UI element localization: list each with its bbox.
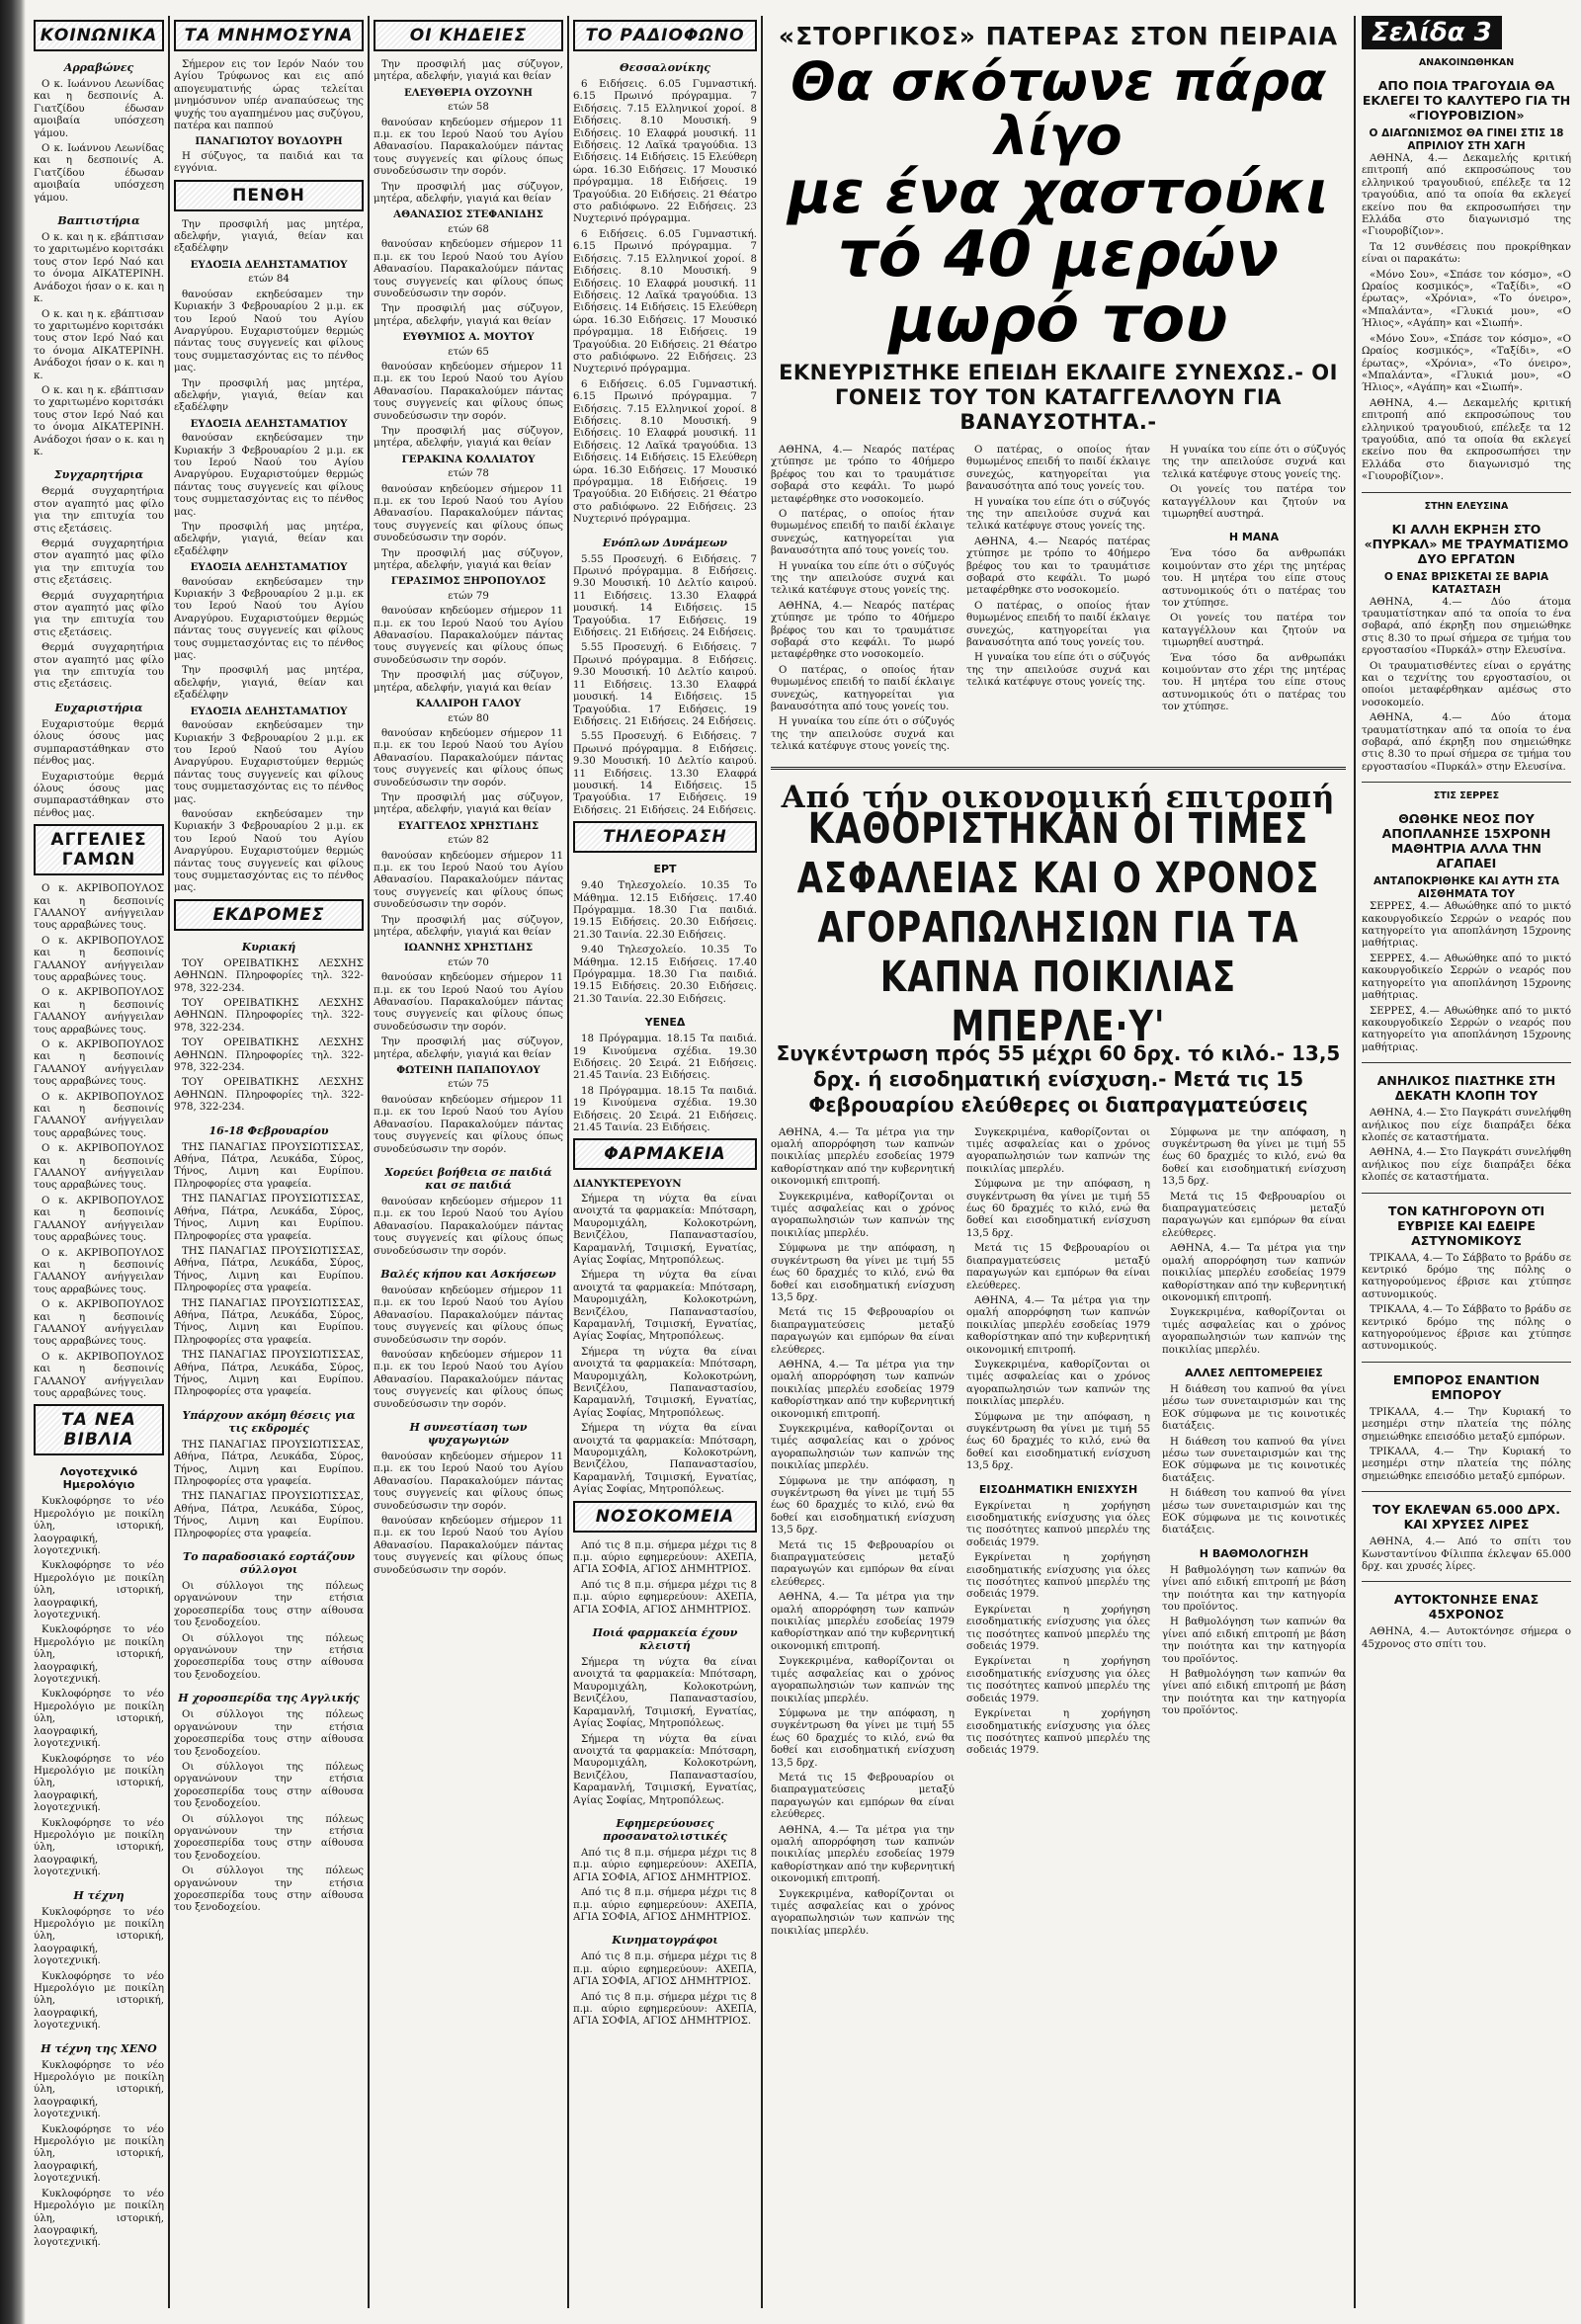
- text-baptisms: Ο κ. και η κ. εβάπτισαν το χαριτωμένο κοριτσάκι τους στον Ιερό Ναό και το όνομα ΑΙΚΑΤΕΡΙΝΗ. Ανάδοχοι ήσαν ο κ. και η κ.: [34, 232, 164, 305]
- story-paragraph: Σύμφωνα με την απόφαση, η συγκέντρωση θα γίνει με τιμή 55 έως 60 δραχμές το κιλό, ενώ θα δοθεί και εισοδηματική ενίσχυση 13,5 δρχ.: [966, 1179, 1150, 1239]
- merchant-headline: ΕΜΠΟΡΟΣ ΕΝΑΝΤΙΟΝ ΕΜΠΟΡΟΥ: [1392, 1371, 1540, 1402]
- text-filler: Οι σύλλογοι της πόλεως οργανώνουν την ετήσια χοροεσπερίδα τους στην αίθουσα του ξενοδοχείου.: [174, 1761, 364, 1810]
- funeral-name-5: ΓΕΡΑΣΙΜΟΣ ΞΗΡΟΠΟΥΛΟΣ: [390, 575, 546, 588]
- story-paragraph: ΣΕΡΡΕΣ, 4.— Αθωώθηκε από το μικτό κακουργοδικείο Σερρών ο νεαρός που κατηγορείτο για αποπλάνηση 15χρονης μαθήτριας.: [1362, 901, 1571, 950]
- column-rule: [368, 16, 370, 2308]
- story-paragraph: ΤΡΙΚΑΛΑ, 4.— Την Κυριακή το μεσημέρι στην πλατεία της πόλης σημειώθηκε επεισόδιο μεταξύ εμπόρων.: [1362, 1406, 1571, 1443]
- text-funeral-body: θανούσαν κηδεύομεν σήμερον 11 π.μ. εκ του Ιερού Ναού του Αγίου Αθανασίου. Παρακαλούμεν πάντας τους συγγενείς και φίλους όπως συνοδεύσωσιν την σορόν.: [374, 117, 563, 178]
- subhead-xeno: Η τέχνη της ΧΕΝΟ: [41, 2041, 157, 2055]
- text-filler: ΤΗΣ ΠΑΝΑΓΙΑΣ ΠΡΟΥΣΙΩΤΙΣΣΑΣ, Αθήνα, Πάτρα, Λευκάδα, Σύρος, Τήνος, Λιμνη και Ευρίπου. Πληροφορίες στα γραφεία.: [174, 1491, 364, 1539]
- text-filler: Την προσφιλή μας σύζυγον, μητέρα, αδελφήν, γιαγιά και θείαν: [374, 303, 563, 327]
- subhead-closed-pharmacies: Ποιά φαρμακεία έχουν κλειστή: [592, 1626, 738, 1653]
- text-filler: Ο κ. ΑΚΡΙΒΟΠΟΥΛΟΣ και η δεσποινίς ΓΑΛΑΝΟΥ ανήγγειλαν τους αρραβώνες τους.: [34, 1143, 164, 1192]
- label-announced: ΑΝΑΚΟΙΝΩΘΗΚΑΝ: [1418, 57, 1515, 68]
- text-filler: Ευχαριστούμε θερμά όλους όσους μας συμπαραστάθηκαν στο πένθος μας.: [34, 771, 164, 819]
- story-paragraph: Εγκρίνεται η χορήγηση εισοδηματικής ενίσχυσης για όλες τις ποσότητες καπνού μπερλέυ της σοδειάς 1979.: [966, 1500, 1150, 1548]
- story-paragraph: ΑΘΗΝΑ, 4.— Νεαρός πατέρας χτύπησε με τρόπο το 40ήμερο βρέφος του και το τραυμάτισε σοβαρά στο κεφάλι. Το μωρό μεταφέρθηκε στο νοσοκομείο.: [771, 444, 955, 505]
- subhead-garden: Βαλές κήπου και Ασκήσεων: [380, 1267, 556, 1281]
- text-filler: Την προσφιλή μας σύζυγον, μητέρα, αδελφήν, γιαγιά και θείαν: [374, 914, 563, 938]
- main-headline-line-3: τό 40 μερών μωρό του: [837, 218, 1280, 357]
- text-filler: θανούσαν κηδεύομεν σήμερον 11 π.μ. εκ του Ιερού Ναού του Αγίου Αθανασίου. Παρακαλούμεν πάντας τους συγγενείς και φίλους όπως συνοδεύσωσιν την σορόν.: [374, 1285, 563, 1346]
- minor-theft-headline: ΑΝΗΛΙΚΟΣ ΠΙΑΣΤΗΚΕ ΣΤΗ ΔΕΚΑΤΗ ΚΛΟΠΗ ΤΟΥ: [1376, 1073, 1556, 1104]
- main-kicker: «ΣΤΟΡΓΙΚΟΣ» ΠΑΤΕΡΑΣ ΣΤΟΝ ΠΕΙΡΑΙΑ: [778, 22, 1339, 50]
- mourning-name: ΕΥΔΟΞΙΑ ΔΕΛΗΣΤΑΜΑΤΙΟΥ: [190, 561, 348, 574]
- text-memorial-family: Η σύζυγος, τα παιδιά και τα εγγόνια.: [174, 150, 364, 175]
- story-paragraph: Οι γονείς του πατέρα τον καταγγέλλουν και ζητούν να τιμωρηθεί αυστηρά.: [1162, 613, 1346, 649]
- story-paragraph: Ένα τόσο δα ανθρωπάκι κοιμούνταν στο χέρι της μητέρας του. Η μητέρα του είπε στους αστυνομικούς ότι ο πατέρας του τον χτύπησε.: [1162, 548, 1346, 609]
- text-dance: Οι σύλλογοι της πόλεως οργανώνουν την ετήσια χοροεσπερίδα τους στην αίθουσα του ξενοδοχείου.: [174, 1709, 364, 1758]
- story-paragraph: ΑΘΗΝΑ, 4.— Στο Παγκράτι συνελήφθη ανήλικος που είχε διαπράξει δέκα κλοπές σε καταστήματα.: [1362, 1108, 1571, 1143]
- text-filler: θανούσαν εκηδεύσαμεν την Κυριακήν 3 Φεβρουαρίου 2 μ.μ. εκ του Ιερού Ναού του Αγίου Αναργύρου. Ευχαριστούμεν θερμώς πάντας τους συγγενείς και φίλους τους συμμετασχόντας εις το πένθος μας.: [174, 720, 364, 805]
- text-filler: θανούσαν εκηδεύσαμεν την Κυριακήν 3 Φεβρουαρίου 2 μ.μ. εκ του Ιερού Ναού του Αγίου Αναργύρου. Ευχαριστούμεν θερμώς πάντας τους συγγενείς και φίλους τους συμμετασχόντας εις το πένθος μας.: [174, 808, 364, 894]
- story-paragraph: Σύμφωνα με την απόφαση, η συγκέντρωση θα γίνει με τιμή 55 έως 60 δραχμές το κιλό, ενώ θα δοθεί και εισοδηματική ενίσχυση 13,5 δρχ.: [966, 1411, 1150, 1472]
- story-paragraph: Ο πατέρας, ο οποίος ήταν θυμωμένος επειδή το παιδί έκλαιγε συνεχώς, κατηγορείται για βαναυσότητα από τους γονείς του.: [966, 444, 1150, 493]
- main-story-body: [771, 445, 1346, 757]
- section-header-funerals: ΟΙ ΚΗΔΕΙΕΣ: [374, 20, 563, 51]
- funeral-age-2: ετών 68: [448, 223, 489, 235]
- text-filler: θανούσαν κηδεύομεν σήμερον 11 π.μ. εκ του Ιερού Ναού του Αγίου Αθανασίου. Παρακαλούμεν πάντας τους συγγενείς και φίλους όπως συνοδεύσωσιν την σορόν.: [374, 239, 563, 299]
- subhead-mother: Η ΜΑΝΑ: [1228, 531, 1280, 544]
- story-paragraph: Η βαθμολόγηση των καπνών θα γίνει από ειδική επιτροπή με βάση την ποιότητα και την κατηγορία του προϊόντος.: [1162, 1617, 1346, 1665]
- text-filler: Την προσφιλή μας σύζυγον, μητέρα, αδελφήν, γιαγιά και θείαν: [374, 181, 563, 206]
- tobacco-col-2: [966, 1127, 1150, 1942]
- text-filler: Την προσφιλή μας μητέρα, αδελφήν, γιαγιά, θείαν και εξαδέλφην: [174, 377, 364, 414]
- story-paragraph: ΑΘΗΝΑ, 4.— Στο Παγκράτι συνελήφθη ανήλικος που είχε διαπράξει δέκα κλοπές σε καταστήματα.: [1362, 1147, 1571, 1184]
- section-header-weddings: ΑΓΓΕΛΙΕΣ ΓΑΜΩΝ: [34, 824, 164, 875]
- text-filler: Από τις 8 π.μ. σήμερα μέχρι τις 8 π.μ. αύριο εφημερεύουν: ΑΧΕΠΑ, ΑΓΙΑ ΣΟΦΙΑ, ΑΓΙΟΣ ΔΗΜΗΤΡΙΟΣ.: [573, 1951, 757, 1988]
- section-header-social: ΚΟΙΝΩΝΙΚΑ: [34, 20, 164, 51]
- subhead-cinemas: Κινηματογράφοι: [612, 1934, 718, 1948]
- text-filler: 5.55 Προσευχή. 6 Ειδήσεις. 7 Πρωινό πρόγραμμα. 8 Ειδήσεις. 9.30 Μουσική. 10 Δελτίο καιρού. 11 Ειδήσεις. 13.30 Ελαφρά μουσική. 14 Ειδήσεις. 15 Τραγούδια. 17 Ειδήσεις. 19 Ειδήσεις. 21 Ειδήσεις. 24 Ειδήσεις.: [573, 731, 757, 816]
- story-paragraph: ΣΕΡΡΕΣ, 4.— Αθωώθηκε από το μικτό κακουργοδικείο Σερρών ο νεαρός που κατηγορείτο για αποπλάνηση 15χρονης μαθήτριας.: [1362, 953, 1571, 1002]
- story-paragraph: ΑΘΗΝΑ, 4.— Δύο άτομα τραυματίστηκαν από τα οποία το ένα σοβαρά, από έκρηξη που σημειώθηκε στις 8.30 το πρωί σήμερα σε τμήμα του εργοστασίου «Πυρκάλ» στην Ελευσίνα.: [1362, 596, 1571, 657]
- text-filler: ΤΗΣ ΠΑΝΑΓΙΑΣ ΠΡΟΥΣΙΩΤΙΣΣΑΣ, Αθήνα, Πάτρα, Λευκάδα, Σύρος, Τήνος, Λιμνη και Ευρίπου. Πληροφορίες στα γραφεία.: [174, 1245, 364, 1294]
- text-filler: ΤΟΥ ΟΡΕΙΒΑΤΙΚΗΣ ΛΕΣΧΗΣ ΑΘΗΝΩΝ. Πληροφορίες τηλ. 322-978, 322-234.: [174, 998, 364, 1034]
- story-paragraph: Εγκρίνεται η χορήγηση εισοδηματικής ενίσχυσης για όλες τις ποσότητες καπνού μπερλέυ της σοδειάς 1979.: [966, 1604, 1150, 1653]
- subhead-seats: Υπάρχουν ακόμη θέσεις για τις εκδρομές: [182, 1408, 356, 1435]
- mourning-age: ετών 84: [248, 274, 290, 286]
- text-filler: θανούσαν κηδεύομεν σήμερον 11 π.μ. εκ του Ιερού Ναού του Αγίου Αθανασίου. Παρακαλούμεν πάντας τους συγγενείς και φίλους όπως συνοδεύσωσιν την σορόν.: [374, 972, 563, 1033]
- text-filler: 18 Πρόγραμμα. 18.15 Τα παιδιά. 19 Κινούμενα σχέδια. 19.30 Ειδήσεις. 20 Σειρά. 21 Ειδήσεις. 21.45 Ταινία. 23 Ειδήσεις.: [573, 1085, 757, 1134]
- text-filler: Κυκλοφόρησε το νέο Ημερολόγιο με ποικίλη ύλη, ιστορική, λαογραφική, λογοτεχνική.: [34, 2059, 164, 2120]
- funeral-name-1: ΕΛΕΥΘΕΡΙΑ ΟΥΖΟΥΝΗ: [404, 86, 533, 99]
- text-hospitals: Από τις 8 π.μ. σήμερα μέχρι τις 8 π.μ. αύριο εφημερεύουν: ΑΧΕΠΑ, ΑΓΙΑ ΣΟΦΙΑ, ΑΓΙΟΣ ΔΗΜΗΤΡΙΟΣ.: [573, 1539, 757, 1576]
- column-social: [34, 16, 164, 2308]
- story-paragraph: Μετά τις 15 Φεβρουαρίου οι διαπραγματεύσεις μεταξύ παραγωγών και εμπόρων θα είναι ελεύθερες.: [771, 1307, 955, 1356]
- main-deck: ΕΚΝΕΥΡΙΣΤΗΚΕ ΕΠΕΙΔΗ ΕΚΛΑΙΓΕ ΣΥΝΕΧΩΣ.- ΟΙ ΓΟΝΕΙΣ ΤΟΥ ΤΟΝ ΚΑΤΑΓΓΕΛΛΟΥΝ ΓΙΑ ΒΑΝΑΥΣΟΤΗΤΑ.-: [779, 360, 1338, 434]
- text-filler: Κυκλοφόρησε το νέο Ημερολόγιο με ποικίλη ύλη, ιστορική, λαογραφική, λογοτεχνική.: [34, 1560, 164, 1621]
- funeral-name-9: ΦΩΤΕΙΝΗ ΠΑΠΑΠΟΥΛΟΥ: [396, 1064, 541, 1077]
- text-filler: Οι σύλλογοι της πόλεως οργανώνουν την ετήσια χοροεσπερίδα τους στην αίθουσα του ξενοδοχείου.: [174, 1813, 364, 1862]
- text-filler: 9.40 Τηλεσχολείο. 10.35 Το Μάθημα. 12.15 Ειδήσεις. 17.40 Πρόγραμμα. 18.30 Για παιδιά. 19.15 Ειδήσεις. 20.30 Ειδήσεις. 21.30 Ταινία. 22.30 Ειδήσεις.: [573, 945, 757, 1005]
- serres-headline: ΘΩΘΗΚΕ ΝΕΟΣ ΠΟΥ ΑΠΟΠΛΑΝΗΣΕ 15ΧΡΟΝΗ ΜΑΘΗΤΡΙΑ ΑΛΛΑ ΤΗΝ ΑΓΑΠΑΕΙ: [1381, 811, 1551, 872]
- funeral-age-3: ετών 65: [448, 346, 489, 358]
- story-paragraph: Σύμφωνα με την απόφαση, η συγκέντρωση θα γίνει με τιμή 55 έως 60 δραχμές το κιλό, ενώ θα δοθεί και εισοδηματική ενίσχυση 13,5 δρχ.: [1162, 1126, 1346, 1188]
- text-filler: Την προσφιλή μας σύζυγον, μητέρα, αδελφήν, γιαγιά και θείαν: [374, 547, 563, 572]
- text-filler: Κυκλοφόρησε το νέο Ημερολόγιο με ποικίλη ύλη, ιστορική, λαογραφική, λογοτεχνική.: [34, 1906, 164, 1967]
- story-paragraph: Μετά τις 15 Φεβρουαρίου οι διαπραγματεύσεις μεταξύ παραγωγών και εμπόρων θα είναι ελεύθερες.: [771, 1539, 955, 1588]
- text-radio-1: 6 Ειδήσεις. 6.05 Γυμναστική. 6.15 Πρωινό πρόγραμμα. 7 Ειδήσεις. 7.15 Ελληνικοί χοροί. 8 Ειδήσεις. 8.10 Μουσική. 9 Ειδήσεις. 10 Ελαφρά μουσική. 11 Ειδήσεις. 12 Λαϊκά τραγούδια. 13 Ειδήσεις. 14 Ειδήσεις. 15 Ελεύθερη ώρα. 16.30 Ειδήσεις. 17 Μουσικό πρόγραμμα. 18 Ειδήσεις. 19 Τραγούδια. 20 Ειδήσεις. 21 Θέατρο στο ραδιόφωνο. 22 Ειδήσεις. 23 Νυχτερινό πρόγραμμα.: [573, 79, 757, 225]
- text-excursion: ΤΟΥ ΟΡΕΙΒΑΤΙΚΗΣ ΛΕΣΧΗΣ ΑΘΗΝΩΝ. Πληροφορίες τηλ. 322-978, 322-234.: [174, 957, 364, 994]
- story-paragraph: Συγκεκριμένα, καθορίζονται οι τιμές ασφαλείας και ο χρόνος αγοραπωλησιών των καπνών της ποικιλίας μπερλέυ.: [966, 1359, 1150, 1408]
- text-filler: Την προσφιλή μας σύζυγον, μητέρα, αδελφήν, γιαγιά και θείαν: [374, 791, 563, 816]
- story-paragraph: «Μόνο Σου», «Σπάσε τον κόσμο», «Ο Ωραίος κοσμικός», «Ταξίδι», «Ο έρωτας», «Χρόνια», «Το όνειρο», «Μπαλάντα», «Γλυκιά μου», «Ο Ήλιος», «Αγάπη» και «Σιωπή».: [1362, 333, 1571, 394]
- text-filler: Κυκλοφόρησε το νέο Ημερολόγιο με ποικίλη ύλη, ιστορική, λαογραφική, λογοτεχνική.: [34, 1753, 164, 1814]
- funeral-age-8: ετών 70: [448, 956, 489, 968]
- subhead-baptisms: Βαπτιστήρια: [57, 214, 140, 228]
- story-paragraph: Ένα τόσο δα ανθρωπάκι κοιμούνταν στο χέρι της μητέρας του. Η μητέρα του είπε στους αστυνομικούς ότι ο πατέρας του τον χτύπησε.: [1162, 652, 1346, 713]
- text-filler: Κυκλοφόρησε το νέο Ημερολόγιο με ποικίλη ύλη, ιστορική, λαογραφική, λογοτεχνική.: [34, 2188, 164, 2249]
- text-congrats: Θερμά συγχαρητήρια στον αγαπητό μας φίλο για την επιτυχία του στις εξετάσεις.: [34, 486, 164, 535]
- text-filler: Από τις 8 π.μ. σήμερα μέχρι τις 8 π.μ. αύριο εφημερεύουν: ΑΧΕΠΑ, ΑΓΙΑ ΣΟΦΙΑ, ΑΓΙΟΣ ΔΗΜΗΤΡΙΟΣ.: [573, 1887, 757, 1923]
- text-filler: θανούσαν εκηδεύσαμεν την Κυριακήν 3 Φεβρουαρίου 2 μ.μ. εκ του Ιερού Ναού του Αγίου Αναργύρου. Ευχαριστούμεν θερμώς πάντας τους συγγενείς και φίλους τους συμμετασχόντας εις το πένθος μας.: [174, 576, 364, 662]
- story-paragraph: ΑΘΗΝΑ, 4.— Αυτοκτόνησε σήμερα ο 45χρονος στο σπίτι του.: [1362, 1626, 1571, 1650]
- text-filler: Ο κ. ΑΚΡΙΒΟΠΟΥΛΟΣ και η δεσποινίς ΓΑΛΑΝΟΥ ανήγγειλαν τους αρραβώνες τους.: [34, 935, 164, 983]
- text-filler: 5.55 Προσευχή. 6 Ειδήσεις. 7 Πρωινό πρόγραμμα. 8 Ειδήσεις. 9.30 Μουσική. 10 Δελτίο καιρού. 11 Ειδήσεις. 13.30 Ελαφρά μουσική. 14 Ειδήσεις. 15 Τραγούδια. 17 Ειδήσεις. 19 Ειδήσεις. 21 Ειδήσεις. 24 Ειδήσεις.: [573, 642, 757, 727]
- text-filler: Θερμά συγχαρητήρια στον αγαπητό μας φίλο για την επιτυχία του στις εξετάσεις.: [34, 590, 164, 638]
- police-assault-headline: ΤΟΝ ΚΑΤΗΓΟΡΟΥΝ ΟΤΙ ΕΥΒΡΙΣΕ ΚΑΙ ΕΔΕΙΡΕ ΑΣΤΥΝΟΜΙΚΟΥΣ: [1387, 1203, 1545, 1248]
- text-filler: Ο κ. και η κ. εβάπτισαν το χαριτωμένο κοριτσάκι τους στον Ιερό Ναό και το όνομα ΑΙΚΑΤΕΡΙΝΗ. Ανάδοχοι ήσαν ο κ. και η κ.: [34, 384, 164, 457]
- text-filler: Σήμερα τη νύχτα θα είναι ανοιχτά τα φαρμακεία: Μπότσαρη, Μαυρομιχάλη, Κολοκοτρώνη, Βενιζέλου, Παπαναστασίου, Καραμανλή, Τσιμισκή, Εγνατίας, Αγίας Σοφίας, Μητροπόλεως.: [573, 1346, 757, 1419]
- text-filler: θανούσαν κηδεύομεν σήμερον 11 π.μ. εκ του Ιερού Ναού του Αγίου Αθανασίου. Παρακαλούμεν πάντας τους συγγενείς και φίλους όπως συνοδεύσωσιν την σορόν.: [374, 1516, 563, 1576]
- text-filler: Την προσφιλή μας μητέρα, αδελφήν, γιαγιά, θείαν και εξαδέλφην: [174, 665, 364, 702]
- main-headline-line-2: με ένα χαστούκι: [788, 158, 1329, 228]
- subhead-sunday: Κυριακή: [241, 940, 296, 954]
- story-paragraph: Η γυναίκα του είπε ότι ο σύζυγός της την απειλούσε συχνά και τελικά κατέφυγε στους γονείς της.: [966, 496, 1150, 533]
- text-filler: Σήμερα τη νύχτα θα είναι ανοιχτά τα φαρμακεία: Μπότσαρη, Μαυρομιχάλη, Κολοκοτρώνη, Βενιζέλου, Παπαναστασίου, Καραμανλή, Τσιμισκή, Εγνατίας, Αγίας Σοφίας, Μητροπόλεως.: [573, 1657, 757, 1730]
- story-paragraph: Συγκεκριμένα, καθορίζονται οι τιμές ασφαλείας και ο χρόνος αγοραπωλησιών των καπνών της ποικιλίας μπερλέυ.: [966, 1126, 1150, 1175]
- pyrkal-subhead: Ο ΕΝΑΣ ΒΡΙΣΚΕΤΑΙ ΣΕ ΒΑΡΙΑ ΚΑΤΑΣΤΑΣΗ: [1383, 570, 1549, 596]
- story-paragraph: Ο πατέρας, ο οποίος ήταν θυμωμένος επειδή το παιδί έκλαιγε συνεχώς, κατηγορείται για βαναυσότητα από τους γονείς του.: [966, 600, 1150, 648]
- story-paragraph: ΤΡΙΚΑΛΑ, 4.— Την Κυριακή το μεσημέρι στην πλατεία της πόλης σημειώθηκε επεισόδιο μεταξύ εμπόρων.: [1362, 1447, 1571, 1482]
- funeral-name-3: ΕΥΘΥΜΙΟΣ Α. ΜΟΥΤΟΥ: [402, 331, 535, 344]
- section-header-memorials: ΤΑ ΜΝΗΜΟΣΥΝΑ: [174, 20, 364, 51]
- story-paragraph: Συγκεκριμένα, καθορίζονται οι τιμές ασφαλείας και ο χρόνος αγοραπωλησιών των καπνών της ποικιλίας μπερλέυ.: [771, 1191, 955, 1239]
- story-paragraph: Τα 12 συνθέσεις που προκρίθηκαν είναι οι παρακάτω:: [1362, 241, 1571, 266]
- story-paragraph: Η διάθεση του καπνού θα γίνει μέσω των συνεταιρισμών και της ΕΟΚ σύμφωνα με τις κοινοτικές διατάξεις.: [1162, 1488, 1346, 1536]
- text-filler: ΤΗΣ ΠΑΝΑΓΙΑΣ ΠΡΟΥΣΙΩΤΙΣΣΑΣ, Αθήνα, Πάτρα, Λευκάδα, Σύρος, Τήνος, Λιμνη και Ευρίπου. Πληροφορίες στα γραφεία.: [174, 1350, 364, 1398]
- section-header-radio: ΤΟ ΡΑΔΙΟΦΩΝΟ: [573, 20, 757, 51]
- text-filler: θανούσαν κηδεύομεν σήμερον 11 π.μ. εκ του Ιερού Ναού του Αγίου Αθανασίου. Παρακαλούμεν πάντας τους συγγενείς και φίλους όπως συνοδεύσωσιν την σορόν.: [374, 483, 563, 544]
- subhead-feb-dates: 16-18 Φεβρουαρίου: [208, 1123, 329, 1137]
- column-rule: [1354, 16, 1356, 2308]
- story-divider: [771, 767, 1346, 770]
- column-rule: [567, 16, 569, 2308]
- story-paragraph: Η γυναίκα του είπε ότι ο σύζυγός της την απειλούσε συχνά και τελικά κατέφυγε στους γονείς της.: [771, 560, 955, 597]
- story-paragraph: Οι τραυματισθέντες είναι ο εργάτης και ο τεχνίτης του εργοστασίου, οι οποίοι μεταφέρθηκαν αμέσως στο νοσοκομείο.: [1362, 660, 1571, 708]
- text-filler: Ο κ. ΑΚΡΙΒΟΠΟΥΛΟΣ και η δεσποινίς ΓΑΛΑΝΟΥ ανήγγειλαν τους αρραβώνες τους.: [34, 987, 164, 1036]
- eurovision-subhead: Ο ΔΙΑΓΩΝΙΣΜΟΣ ΘΑ ΓΙΝΕΙ ΣΤΙΣ 18 ΑΠΡΙΛΙΟΥ ΣΤΗ ΧΑΓΗ: [1369, 127, 1564, 152]
- subhead-ert: ΕΡΤ: [653, 863, 677, 876]
- tobacco-col-1: [771, 1127, 955, 1942]
- text-filler: θανούσαν κηδεύομεν σήμερον 11 π.μ. εκ του Ιερού Ναού του Αγίου Αθανασίου. Παρακαλούμεν πάντας τους συγγενείς και φίλους όπως συνοδεύσωσιν την σορόν.: [374, 1349, 563, 1410]
- text-filler: Την προσφιλή μας σύζυγον, μητέρα, αδελφήν, γιαγιά και θείαν: [374, 425, 563, 450]
- story-paragraph: Εγκρίνεται η χορήγηση εισοδηματικής ενίσχυσης για όλες τις ποσότητες καπνού μπερλέυ της σοδειάς 1979.: [966, 1656, 1150, 1704]
- story-paragraph: Η γυναίκα του είπε ότι ο σύζυγός της την απειλούσε συχνά και τελικά κατέφυγε στους γονείς της.: [771, 716, 955, 753]
- memorial-name: ΠΑΝΑΓΙΩΤΟΥ ΒΟΥΔΟΥΡΗ: [195, 135, 343, 148]
- text-filler: θανούσαν κηδεύομεν σήμερον 11 π.μ. εκ του Ιερού Ναού του Αγίου Αθανασίου. Παρακαλούμεν πάντας τους συγγενείς και φίλους όπως συνοδεύσωσιν την σορόν.: [374, 727, 563, 788]
- subhead-night-pharmacies: ΔΙΑΝΥΚΤΕΡΕΥΟΥΝ: [573, 1178, 682, 1191]
- main-story-col-3: [1162, 445, 1346, 757]
- text-filler: Κυκλοφόρησε το νέο Ημερολόγιο με ποικίλη ύλη, ιστορική, λαογραφική, λογοτεχνική.: [34, 1689, 164, 1750]
- subhead-aid: Χορεύει βοήθεια σε παιδιά και σε παιδιά: [384, 1165, 552, 1192]
- separator: [1362, 1362, 1571, 1363]
- page-number-flag: Σελίδα 3: [1362, 16, 1502, 49]
- text-filler: ΤΟΥ ΟΡΕΙΒΑΤΙΚΗΣ ΛΕΣΧΗΣ ΑΘΗΝΩΝ. Πληροφορίες τηλ. 322-978, 322-234.: [174, 1077, 364, 1114]
- suicide-headline: ΑΥΤΟΚΤΟΝΗΣΕ ΕΝΑΣ 45ΧΡΟΝΟΣ: [1393, 1592, 1539, 1622]
- main-story-col-2: [966, 445, 1150, 757]
- section-header-hospitals: ΝΟΣΟΚΟΜΕΙΑ: [573, 1501, 757, 1533]
- subhead-grading: Η ΒΑΘΜΟΛΟΓΗΣΗ: [1199, 1546, 1309, 1560]
- text-filler: Ο κ. ΑΚΡΙΒΟΠΟΥΛΟΣ και η δεσποινίς ΓΑΛΑΝΟΥ ανήγγειλαν τους αρραβώνες τους.: [34, 1247, 164, 1295]
- text-excursion-2: ΤΗΣ ΠΑΝΑΓΙΑΣ ΠΡΟΥΣΙΩΤΙΣΣΑΣ, Αθήνα, Πάτρα, Λευκάδα, Σύρος, Τήνος, Λιμνη και Ευρίπου. Πληροφορίες στα γραφεία.: [174, 1141, 364, 1190]
- separator: [1362, 782, 1571, 783]
- story-paragraph: «Μόνο Σου», «Σπάσε τον κόσμο», «Ο Ωραίος κοσμικός», «Ταξίδι», «Ο έρωτας», «Χρόνια», «Το όνειρο», «Μπαλάντα», «Γλυκιά μου», «Ο Ήλιος», «Αγάπη» και «Σιωπή».: [1362, 269, 1571, 330]
- story-paragraph: Ο πατέρας, ο οποίος ήταν θυμωμένος επειδή το παιδί έκλαιγε συνεχώς, κατηγορείται για βαναυσότητα από τους γονείς του.: [771, 508, 955, 557]
- text-filler: Κυκλοφόρησε το νέο Ημερολόγιο με ποικίλη ύλη, ιστορική, λαογραφική, λογοτεχνική.: [34, 1817, 164, 1878]
- text-filler: Ο κ. ΑΚΡΙΒΟΠΟΥΛΟΣ και η δεσποινίς ΓΑΛΑΝΟΥ ανήγγειλαν τους αρραβώνες τους.: [34, 1091, 164, 1139]
- subhead-armed-forces: Ενόπλων Δυνάμεων: [602, 536, 728, 549]
- text-filler: Ο κ. ΑΚΡΙΒΟΠΟΥΛΟΣ και η δεσποινίς ΓΑΛΑΝΟΥ ανήγγειλαν τους αρραβώνες τους.: [34, 1351, 164, 1399]
- text-filler: Σήμερα τη νύχτα θα είναι ανοιχτά τα φαρμακεία: Μπότσαρη, Μαυρομιχάλη, Κολοκοτρώνη, Βενιζέλου, Παπαναστασίου, Καραμανλή, Τσιμισκή, Εγνατίας, Αγίας Σοφίας, Μητροπόλεως.: [573, 1423, 757, 1496]
- text-tv-yened: 18 Πρόγραμμα. 18.15 Τα παιδιά. 19 Κινούμενα σχέδια. 19.30 Ειδήσεις. 20 Σειρά. 21 Ειδήσεις. 21.45 Ταινία. 23 Ειδήσεις.: [573, 1034, 757, 1082]
- story-paragraph: ΑΘΗΝΑ, 4.— Τα μέτρα για την ομαλή απορρόφηση των καπνών ποικιλίας μπερλέυ εσοδείας 1979 καθορίστηκαν από την κυβερνητική οικονομική επιτροπή.: [771, 1824, 955, 1885]
- funeral-name-8: ΙΩΑΝΝΗΣ ΧΡΗΣΤΙΔΗΣ: [403, 942, 534, 954]
- story-paragraph: Μετά τις 15 Φεβρουαρίου οι διαπραγματεύσεις μεταξύ παραγωγών και εμπόρων θα είναι ελεύθερες.: [966, 1243, 1150, 1291]
- text-pharmacies: Σήμερα τη νύχτα θα είναι ανοιχτά τα φαρμακεία: Μπότσαρη, Μαυρομιχάλη, Κολοκοτρώνη, Βενιζέλου, Παπαναστασίου, Καραμανλή, Τσιμισκή, Εγνατίας, Αγίας Σοφίας, Μητροπόλεως.: [573, 1193, 757, 1266]
- main-stories: [771, 16, 1346, 2308]
- text-filler: Ο κ. Ιωάννου Λεωνίδας και η δεσποινίς Α. Γιατζίδου έδωσαν αμοιβαία υπόσχεση γάμου.: [34, 143, 164, 204]
- separator: [1362, 1193, 1571, 1194]
- story-paragraph: Εγκρίνεται η χορήγηση εισοδηματικής ενίσχυσης για όλες τις ποσότητες καπνού μπερλέυ της σοδειάς 1979.: [966, 1552, 1150, 1601]
- text-filler: Θερμά συγχαρητήρια στον αγαπητό μας φίλο για την επιτυχία του στις εξετάσεις.: [34, 642, 164, 691]
- text-weddings: Ο κ. ΑΚΡΙΒΟΠΟΥΛΟΣ και η δεσποινίς ΓΑΛΑΝΟΥ ανήγγειλαν τους αρραβώνες τους.: [34, 883, 164, 932]
- text-filler: Κυκλοφόρησε το νέο Ημερολόγιο με ποικίλη ύλη, ιστορική, λαογραφική, λογοτεχνική.: [34, 2123, 164, 2185]
- text-filler: ΤΗΣ ΠΑΝΑΓΙΑΣ ΠΡΟΥΣΙΩΤΙΣΣΑΣ, Αθήνα, Πάτρα, Λευκάδα, Σύρος, Τήνος, Λιμνη και Ευρίπου. Πληροφορίες στα γραφεία.: [174, 1194, 364, 1242]
- text-filler: Την προσφιλή μας σύζυγον, μητέρα, αδελφήν, γιαγιά και θείαν: [374, 1037, 563, 1060]
- label-serres: ΣΤΙΣ ΣΕΡΡΕΣ: [1433, 790, 1500, 802]
- text-tv-ert: 9.40 Τηλεσχολείο. 10.35 Το Μάθημα. 12.15 Ειδήσεις. 17.40 Πρόγραμμα. 18.30 Για παιδιά. 19.15 Ειδήσεις. 20.30 Ειδήσεις. 21.30 Ταινία. 22.30 Ειδήσεις.: [573, 880, 757, 941]
- mourning-name: ΕΥΔΟΞΙΑ ΔΕΛΗΣΤΑΜΑΤΙΟΥ: [190, 417, 348, 430]
- text-filler: Οι σύλλογοι της πόλεως οργανώνουν την ετήσια χοροεσπερίδα τους στην αίθουσα του ξενοδοχείου.: [174, 1632, 364, 1681]
- tobacco-deck: Συγκέντρωση πρός 55 μέχρι 60 δρχ. τό κιλό.- 13,5 δρχ. ή εισοδηματική ενίσχυση.- Μετά τις 15 Φεβρουαρίου ελεύθερες οι διαπραγματεύσεις: [776, 1040, 1341, 1117]
- section-header-tv: ΤΗΛΕΟΡΑΣΗ: [573, 821, 757, 853]
- text-filler: Κυκλοφόρησε το νέο Ημερολόγιο με ποικίλη ύλη, ιστορική, λαογραφική, λογοτεχνική.: [34, 1624, 164, 1686]
- text-filler: Ο κ. και η κ. εβάπτισαν το χαριτωμένο κοριτσάκι τους στον Ιερό Ναό και το όνομα ΑΙΚΑΤΕΡΙΝΗ. Ανάδοχοι ήσαν ο κ. και η κ.: [34, 308, 164, 381]
- story-paragraph: Η διάθεση του καπνού θα γίνει μέσω των συνεταιρισμών και της ΕΟΚ σύμφωνα με τις κοινοτικές διατάξεις.: [1162, 1383, 1346, 1433]
- story-paragraph: ΣΕΡΡΕΣ, 4.— Αθωώθηκε από το μικτό κακουργοδικείο Σερρών ο νεαρός που κατηγορείτο για αποπλάνηση 15χρονης μαθήτριας.: [1362, 1005, 1571, 1053]
- funeral-age-9: ετών 75: [448, 1079, 489, 1091]
- story-paragraph: ΑΘΗΝΑ, 4.— Δεκαμελής κριτική επιτροπή από εκπροσώπους του ελληνικού τραγουδιού, επέλεξε τα 12 τραγούδια, από τα οποία θα εκλεγεί εκείνο που θα εκπροσωπήσει την Ελλάδα στο διαγωνισμό της «Γιουροβίζιον».: [1362, 153, 1571, 238]
- subhead-thessaloniki: Θεσσαλονίκης: [620, 61, 710, 74]
- subhead-dance-evening: Η χοροσπερίδα της Αγγλικής: [178, 1692, 360, 1705]
- funeral-age-1: ετών 58: [448, 102, 489, 114]
- text-thanks: Ευχαριστούμε θερμά όλους όσους μας συμπαραστάθηκαν στο πένθος μας.: [34, 718, 164, 768]
- text-filler: Την προσφιλή μας σύζυγον, μητέρα, αδελφήν, γιαγιά και θείαν: [374, 670, 563, 694]
- story-paragraph: Συγκεκριμένα, καθορίζονται οι τιμές ασφαλείας και ο χρόνος αγοραπωλησιών των καπνών της ποικιλίας μπερλέυ.: [771, 1656, 955, 1704]
- page-flag-row: [1362, 16, 1571, 49]
- text-almanac: Κυκλοφόρησε το νέο Ημερολόγιο με ποικίλη ύλη, ιστορική, λαογραφική, λογοτεχνική.: [34, 1496, 164, 1556]
- story-paragraph: Οι γονείς του πατέρα τον καταγγέλλουν και ζητούν να τιμωρηθεί αυστηρά.: [1162, 484, 1346, 520]
- subhead-traditional: Το παραδοσιακό εορτάζουν σύλλογοι: [183, 1550, 355, 1577]
- tobacco-story-body: [771, 1127, 1346, 1942]
- text-funeral: Την προσφιλή μας σύζυγον, μητέρα, αδελφήν, γιαγιά και θείαν: [374, 59, 563, 83]
- section-header-excursions: ΕΚΔΡΟΜΕΣ: [174, 899, 364, 931]
- text-mourning: Την προσφιλή μας μητέρα, αδελφήν, γιαγιά, θείαν και εξαδέλφην: [174, 218, 364, 255]
- column-rule: [168, 16, 170, 2308]
- text-filler: ΤΟΥ ΟΡΕΙΒΑΤΙΚΗΣ ΛΕΣΧΗΣ ΑΘΗΝΩΝ. Πληροφορίες τηλ. 322-978, 322-234.: [174, 1038, 364, 1074]
- text-filler: Σήμερα τη νύχτα θα είναι ανοιχτά τα φαρμακεία: Μπότσαρη, Μαυρομιχάλη, Κολοκοτρώνη, Βενιζέλου, Παπαναστασίου, Καραμανλή, Τσιμισκή, Εγνατίας, Αγίας Σοφίας, Μητροπόλεως.: [573, 1270, 757, 1343]
- story-paragraph: ΑΘΗΝΑ, 4.— Νεαρός πατέρας χτύπησε με τρόπο το 40ήμερο βρέφος του και το τραυμάτισε σοβαρά στο κεφάλι. Το μωρό μεταφέρθηκε στο νοσοκομείο.: [966, 536, 1150, 597]
- text-engagements: Ο κ. Ιωάννου Λεωνίδας και η δεσποινίς Α. Γιατζίδου έδωσαν αμοιβαία υπόσχεση γάμου.: [34, 79, 164, 139]
- column-rule: [761, 16, 763, 2308]
- subhead-duty-stations: Εφημερεύουσες προσανατολιστικές: [603, 1816, 727, 1843]
- funeral-name-6: ΚΑΛΛΙΡΟΗ ΓΑΛΟΥ: [415, 698, 522, 710]
- story-paragraph: Σύμφωνα με την απόφαση, η συγκέντρωση θα γίνει με τιμή 55 έως 60 δραχμές το κιλό, ενώ θα δοθεί και εισοδηματική ενίσχυση 13,5 δρχ.: [771, 1475, 955, 1536]
- tobacco-col-3: [1162, 1127, 1346, 1942]
- subhead-congrats: Συγχαρητήρια: [53, 468, 144, 482]
- story-paragraph: Συγκεκριμένα, καθορίζονται οι τιμές ασφαλείας και ο χρόνος αγοραπωλησιών των καπνών της ποικιλίας μπερλέυ.: [771, 1888, 955, 1937]
- burglary-headline: ΤΟΥ ΕΚΛΕΨΑΝ 65.000 ΔΡΧ. ΚΑΙ ΧΡΥΣΕΣ ΛΙΡΕΣ: [1373, 1502, 1560, 1533]
- separator: [1362, 1581, 1571, 1582]
- text-filler: ΤΗΣ ΠΑΝΑΓΙΑΣ ΠΡΟΥΣΙΩΤΙΣΣΑΣ, Αθήνα, Πάτρα, Λευκάδα, Σύρος, Τήνος, Λιμνη και Ευρίπου. Πληροφορίες στα γραφεία.: [174, 1439, 364, 1487]
- text-filler: Την προσφιλή μας μητέρα, αδελφήν, γιαγιά, θείαν και εξαδέλφην: [174, 522, 364, 557]
- subhead-yened: ΥΕΝΕΔ: [644, 1016, 686, 1030]
- funeral-name-4: ΓΕΡΑΚΙΝΑ ΚΟΛΛΙΑΤΟΥ: [401, 453, 536, 465]
- pyrkal-headline: ΚΙ ΑΛΛΗ ΕΚΡΗΞΗ ΣΤΟ «ΠΥΡΚΑΛ» ΜΕ ΤΡΑΥΜΑΤΙΣΜΟ ΔΥΟ ΕΡΓΑΤΩΝ: [1364, 521, 1569, 566]
- funeral-age-7: ετών 82: [448, 835, 489, 847]
- story-paragraph: Σύμφωνα με την απόφαση, η συγκέντρωση θα γίνει με τιμή 55 έως 60 δραχμές το κιλό, ενώ θα δοθεί και εισοδηματική ενίσχυση 13,5 δρχ.: [771, 1243, 955, 1303]
- section-header-pharmacies: ΦΑΡΜΑΚΕΙΑ: [573, 1138, 757, 1170]
- text-radio-2: 5.55 Προσευχή. 6 Ειδήσεις. 7 Πρωινό πρόγραμμα. 8 Ειδήσεις. 9.30 Μουσική. 10 Δελτίο καιρού. 11 Ειδήσεις. 13.30 Ελαφρά μουσική. 14 Ειδήσεις. 15 Τραγούδια. 17 Ειδήσεις. 19 Ειδήσεις. 21 Ειδήσεις. 24 Ειδήσεις.: [573, 553, 757, 639]
- separator: [1362, 1062, 1571, 1063]
- story-paragraph: ΑΘΗΝΑ, 4.— Τα μέτρα για την ομαλή απορρόφηση των καπνών ποικιλίας μπερλέυ εσοδείας 1979 καθορίστηκαν από την κυβερνητική οικονομική επιτροπή.: [771, 1126, 955, 1188]
- mourning-name: ΕΥΔΟΞΙΑ ΔΕΛΗΣΤΑΜΑΤΙΟΥ: [190, 705, 348, 717]
- separator: [1362, 492, 1571, 493]
- tobacco-headline: ΚΑΘΟΡΙΣΤΗΚΑΝ ΟΙ ΤΙΜΕΣ ΑΣΦΑΛΕΙΑΣ ΚΑΙ Ο ΧΡΟΝΟΣ ΑΓΟΡΑΠΩΛΗΣΙΩΝ ΓΙΑ ΤΑ ΚΑΠΝΑ ΠΟΙΚΙΛΙΑΣ ΜΠΕΡΛΕ·Υ': [796, 803, 1320, 1051]
- story-paragraph: ΑΘΗΝΑ, 4.— Τα μέτρα για την ομαλή απορρόφηση των καπνών ποικιλίας μπερλέυ εσοδείας 1979 καθορίστηκαν από την κυβερνητική οικονομική επιτροπή.: [966, 1294, 1150, 1356]
- label-elefsina: ΣΤΗΝ ΕΛΕΥΣΙΝΑ: [1424, 500, 1509, 512]
- column-memorials: [174, 16, 364, 2308]
- story-paragraph: Η γυναίκα του είπε ότι ο σύζυγός της την απειλούσε συχνά και τελικά κατέφυγε στους γονείς της.: [966, 652, 1150, 689]
- story-paragraph: ΑΘΗΝΑ, 4.— Τα μέτρα για την ομαλή απορρόφηση των καπνών ποικιλίας μπερλέυ εσοδείας 1979 καθορίστηκαν από την κυβερνητική οικονομική επιτροπή.: [771, 1359, 955, 1420]
- column-right-news: [1362, 16, 1571, 2308]
- story-paragraph: Η διάθεση του καπνού θα γίνει μέσω των συνεταιρισμών και της ΕΟΚ σύμφωνα με τις κοινοτικές διατάξεις.: [1162, 1436, 1346, 1484]
- story-paragraph: ΑΘΗΝΑ, 4.— Τα μέτρα για την ομαλή απορρόφηση των καπνών ποικιλίας μπερλέυ εσοδείας 1979 καθορίστηκαν από την κυβερνητική οικονομική επιτροπή.: [1162, 1243, 1346, 1303]
- text-filler: Από τις 8 π.μ. σήμερα μέχρι τις 8 π.μ. αύριο εφημερεύουν: ΑΧΕΠΑ, ΑΓΙΑ ΣΟΦΙΑ, ΑΓΙΟΣ ΔΗΜΗΤΡΙΟΣ.: [573, 1991, 757, 2028]
- mourning-name: ΕΥΔΟΞΙΑ ΔΕΛΗΣΤΑΜΑΤΙΟΥ: [190, 258, 348, 271]
- separator: [1362, 1491, 1571, 1492]
- text-filler: Κυκλοφόρησε το νέο Ημερολόγιο με ποικίλη ύλη, ιστορική, λαογραφική, λογοτεχνική.: [34, 1970, 164, 2032]
- funeral-name-2: ΑΘΑΝΑΣΙΟΣ ΣΤΕΦΑΝΙΔΗΣ: [393, 208, 543, 221]
- subhead-thanks: Ευχαριστήρια: [54, 701, 143, 714]
- text-filler: θανούσαν εκηδεύσαμεν την Κυριακήν 3 Φεβρουαρίου 2 μ.μ. εκ του Ιερού Ναού του Αγίου Αναργύρου. Ευχαριστούμεν θερμώς πάντας τους συγγενείς και φίλους τους συμμετασχόντας εις το πένθος μας.: [174, 433, 364, 518]
- text-filler: 6 Ειδήσεις. 6.05 Γυμναστική. 6.15 Πρωινό πρόγραμμα. 7 Ειδήσεις. 7.15 Ελληνικοί χοροί. 8 Ειδήσεις. 8.10 Μουσική. 9 Ειδήσεις. 10 Ελαφρά μουσική. 11 Ειδήσεις. 12 Λαϊκά τραγούδια. 13 Ειδήσεις. 14 Ειδήσεις. 15 Ελεύθερη ώρα. 16.30 Ειδήσεις. 17 Μουσικό πρόγραμμα. 18 Ειδήσεις. 19 Τραγούδια. 20 Ειδήσεις. 21 Θέατρο στο ραδιόφωνο. 22 Ειδήσεις. 23 Νυχτερινό πρόγραμμα.: [573, 228, 757, 375]
- text-filler: Θερμά συγχαρητήρια στον αγαπητό μας φίλο για την επιτυχία του στις εξετάσεις.: [34, 539, 164, 587]
- section-header-mourning: ΠΕΝΘΗ: [174, 180, 364, 211]
- story-paragraph: ΑΘΗΝΑ, 4.— Από το σπίτι του Κωνσταντίνου Φίλιππα έκλεψαν 65.000 δρχ. και χρυσές λίρες.: [1362, 1536, 1571, 1573]
- text-filler: Ο κ. ΑΚΡΙΒΟΠΟΥΛΟΣ και η δεσποινίς ΓΑΛΑΝΟΥ ανήγγειλαν τους αρραβώνες τους.: [34, 1195, 164, 1244]
- eurovision-headline: ΑΠΟ ΠΟΙΑ ΤΡΑΓΟΥΔΙΑ ΘΑ ΕΚΛΕΓΕΙ ΤΟ ΚΑΛΥΤΕΡΟ ΓΙΑ ΤΗ «ΓΙΟΥΡΟΒΙΖΙΟΝ»: [1362, 78, 1571, 123]
- text-filler: Από τις 8 π.μ. σήμερα μέχρι τις 8 π.μ. αύριο εφημερεύουν: ΑΧΕΠΑ, ΑΓΙΑ ΣΟΦΙΑ, ΑΓΙΟΣ ΔΗΜΗΤΡΙΟΣ.: [573, 1579, 757, 1616]
- text-filler: θανούσαν κηδεύομεν σήμερον 11 π.μ. εκ του Ιερού Ναού του Αγίου Αθανασίου. Παρακαλούμεν πάντας τους συγγενείς και φίλους όπως συνοδεύσωσιν την σορόν.: [374, 850, 563, 911]
- funeral-name-7: ΕΥΑΓΓΕΛΟΣ ΧΡΗΣΤΙΔΗΣ: [397, 819, 540, 832]
- subhead-almanac: Λογοτεχνικό Ημερολόγιο: [59, 1465, 138, 1492]
- text-filler: ΤΗΣ ΠΑΝΑΓΙΑΣ ΠΡΟΥΣΙΩΤΙΣΣΑΣ, Αθήνα, Πάτρα, Λευκάδα, Σύρος, Τήνος, Λιμνη και Ευρίπου. Πληροφορίες στα γραφεία.: [174, 1297, 364, 1346]
- text-filler: θανούσαν κηδεύομεν σήμερον 11 π.μ. εκ του Ιερού Ναού του Αγίου Αθανασίου. Παρακαλούμεν πάντας τους συγγενείς και φίλους όπως συνοδεύσωσιν την σορόν.: [374, 1094, 563, 1155]
- story-paragraph: ΤΡΙΚΑΛΑ, 4.— Το Σάββατο το βράδυ σε κεντρικό δρόμο της πόλης ο κατηγορούμενος έβρισε και χτύπησε αστυνομικούς.: [1362, 1252, 1571, 1300]
- text-memorial: Σήμερον εις τον Ιερόν Ναόν του Αγίου Τρύφωνος και εις από απογευματινής ώρας τελείται μνημόσυνον υπέρ αναπαύσεως της ψυχής του αγαπημένου μας συζύγου, πατέρα και παππού: [174, 59, 364, 132]
- story-paragraph: Η βαθμολόγηση των καπνών θα γίνει από ειδική επιτροπή με βάση την ποιότητα και την κατηγορία του προϊόντος.: [1162, 1564, 1346, 1614]
- main-story-col-1: [771, 445, 955, 757]
- text-filler: θανούσαν κηδεύομεν σήμερον 11 π.μ. εκ του Ιερού Ναού του Αγίου Αθανασίου. Παρακαλούμεν πάντας τους συγγενείς και φίλους όπως συνοδεύσωσιν την σορόν.: [374, 1196, 563, 1257]
- story-paragraph: ΑΘΗΝΑ, 4.— Τα μέτρα για την ομαλή απορρόφηση των καπνών ποικιλίας μπερλέυ εσοδείας 1979 καθορίστηκαν από την κυβερνητική οικονομική επιτροπή.: [771, 1592, 955, 1652]
- tobacco-kicker: Από τήν οικονομική επιτροπή: [781, 779, 1336, 815]
- text-filler: θανούσαν κηδεύομεν σήμερον 11 π.μ. εκ του Ιερού Ναού του Αγίου Αθανασίου. Παρακαλούμεν πάντας τους συγγενείς και φίλους όπως συνοδεύσωσιν την σορόν.: [374, 606, 563, 666]
- funeral-age-6: ετών 80: [448, 712, 489, 724]
- text-filler: Ο κ. ΑΚΡΙΒΟΠΟΥΛΟΣ και η δεσποινίς ΓΑΛΑΝΟΥ ανήγγειλαν τους αρραβώνες τους.: [34, 1299, 164, 1348]
- story-paragraph: Μετά τις 15 Φεβρουαρίου οι διαπραγματεύσεις μεταξύ παραγωγών και εμπόρων θα είναι ελεύθερες.: [1162, 1191, 1346, 1239]
- text-filler: θανούσαν κηδεύομεν σήμερον 11 π.μ. εκ του Ιερού Ναού του Αγίου Αθανασίου. Παρακαλούμεν πάντας τους συγγενείς και φίλους όπως συνοδεύσωσιν την σορόν.: [374, 1452, 563, 1512]
- subhead-income-support: ΕΙΣΟΔΗΜΑΤΙΚΗ ΕΝΙΣΧΥΣΗ: [978, 1482, 1138, 1496]
- story-paragraph: ΑΘΗΝΑ, 4.— Δεκαμελής κριτική επιτροπή από εκπροσώπους του ελληνικού τραγουδιού, επέλεξε τα 12 τραγούδια, από τα οποία θα εκλεγεί εκείνο που θα εκπροσωπήσει την Ελλάδα στο διαγωνισμό της «Γιουροβίζιον».: [1362, 397, 1571, 483]
- funeral-age-5: ετών 79: [448, 590, 489, 602]
- subhead-engagements: Αρραβώνες: [63, 61, 134, 74]
- story-paragraph: Σύμφωνα με την απόφαση, η συγκέντρωση θα γίνει με τιμή 55 έως 60 δραχμές το κιλό, ενώ θα δοθεί και εισοδηματική ενίσχυση 13,5 δρχ.: [771, 1707, 955, 1769]
- story-paragraph: Η βαθμολόγηση των καπνών θα γίνει από ειδική επιτροπή με βάση την ποιότητα και την κατηγορία του προϊόντος.: [1162, 1669, 1346, 1717]
- serres-subhead: ΑΝΤΑΠΟΚΡΙΘΗΚΕ ΚΑΙ ΑΥΤΗ ΣΤΑ ΑΙΣΘΗΜΑΤΑ ΤΟΥ: [1373, 875, 1559, 901]
- text-filler: Σήμερα τη νύχτα θα είναι ανοιχτά τα φαρμακεία: Μπότσαρη, Μαυρομιχάλη, Κολοκοτρώνη, Βενιζέλου, Παπαναστασίου, Καραμανλή, Τσιμισκή, Εγνατίας, Αγίας Σοφίας, Μητροπόλεως.: [573, 1733, 757, 1806]
- story-paragraph: Ο πατέρας, ο οποίος ήταν θυμωμένος επειδή το παιδί έκλαιγε συνεχώς, κατηγορείται για βαναυσότητα από τους γονείς του.: [771, 664, 955, 712]
- text-filler: 6 Ειδήσεις. 6.05 Γυμναστική. 6.15 Πρωινό πρόγραμμα. 7 Ειδήσεις. 7.15 Ελληνικοί χοροί. 8 Ειδήσεις. 8.10 Μουσική. 9 Ειδήσεις. 10 Ελαφρά μουσική. 11 Ειδήσεις. 12 Λαϊκά τραγούδια. 13 Ειδήσεις. 14 Ειδήσεις. 15 Ελεύθερη ώρα. 16.30 Ειδήσεις. 17 Μουσικό πρόγραμμα. 18 Ειδήσεις. 19 Τραγούδια. 20 Ειδήσεις. 21 Θέατρο στο ραδιόφωνο. 22 Ειδήσεις. 23 Νυχτερινό πρόγραμμα.: [573, 378, 757, 526]
- funeral-age-4: ετών 78: [448, 468, 489, 480]
- subhead-other-details: ΑΛΛΕΣ ΛΕΠΤΟΜΕΡΕΙΕΣ: [1185, 1366, 1323, 1379]
- main-headline-line-1: Θα σκότωνε πάρα λίγο: [790, 50, 1326, 168]
- story-paragraph: Μετά τις 15 Φεβρουαρίου οι διαπραγματεύσεις μεταξύ παραγωγών και εμπόρων θα είναι ελεύθερες.: [771, 1772, 955, 1821]
- section-header-books: ΤΑ ΝΕΑ ΒΙΒΛΙΑ: [34, 1404, 164, 1455]
- story-paragraph: ΑΘΗΝΑ, 4.— Δύο άτομα τραυματίστηκαν από τα οποία το ένα σοβαρά, από έκρηξη που σημειώθηκε στις 8.30 το πρωί σήμερα σε τμήμα του εργοστασίου «Πυρκάλ» στην Ελευσίνα.: [1362, 712, 1571, 773]
- text-filler: Οι σύλλογοι της πόλεως οργανώνουν την ετήσια χοροεσπερίδα τους στην αίθουσα του ξενοδοχείου.: [174, 1581, 364, 1629]
- subhead-gathering: Η συνεστίαση των ψυχαγωγιών: [409, 1421, 528, 1447]
- story-paragraph: Συγκεκριμένα, καθορίζονται οι τιμές ασφαλείας και ο χρόνος αγοραπωλησιών των καπνών της ποικιλίας μπερλέυ.: [771, 1423, 955, 1472]
- text-filler: Από τις 8 π.μ. σήμερα μέχρι τις 8 π.μ. αύριο εφημερεύουν: ΑΧΕΠΑ, ΑΓΙΑ ΣΟΦΙΑ, ΑΓΙΟΣ ΔΗΜΗΤΡΙΟΣ.: [573, 1847, 757, 1883]
- text-mourning-2: θανούσαν εκηδεύσαμεν την Κυριακήν 3 Φεβρουαρίου 2 μ.μ. εκ του Ιερού Ναού του Αγίου Αναργύρου. Ευχαριστούμεν θερμώς πάντας τους συγγενείς και φίλους τους συμμετασχόντας εις το πένθος μας.: [174, 289, 364, 374]
- story-paragraph: Η γυναίκα του είπε ότι ο σύζυγός της την απειλούσε συχνά και τελικά κατέφυγε στους γονείς της.: [1162, 444, 1346, 480]
- story-paragraph: ΑΘΗΝΑ, 4.— Νεαρός πατέρας χτύπησε με τρόπο το 40ήμερο βρέφος του και το τραυμάτισε σοβαρά στο κεφάλι. Το μωρό μεταφέρθηκε στο νοσοκομείο.: [771, 600, 955, 661]
- text-filler: θανούσαν κηδεύομεν σήμερον 11 π.μ. εκ του Ιερού Ναού του Αγίου Αθανασίου. Παρακαλούμεν πάντας τους συγγενείς και φίλους όπως συνοδεύσωσιν την σορόν.: [374, 361, 563, 422]
- story-paragraph: ΤΡΙΚΑΛΑ, 4.— Το Σάββατο το βράδυ σε κεντρικό δρόμο της πόλης ο κατηγορούμενος έβρισε και χτύπησε αστυνομικούς.: [1362, 1304, 1571, 1353]
- text-filler: Ο κ. ΑΚΡΙΒΟΠΟΥΛΟΣ και η δεσποινίς ΓΑΛΑΝΟΥ ανήγγειλαν τους αρραβώνες τους.: [34, 1039, 164, 1088]
- text-filler: Οι σύλλογοι της πόλεως οργανώνουν την ετήσια χοροεσπερίδα τους στην αίθουσα του ξενοδοχείου.: [174, 1866, 364, 1914]
- story-paragraph: Εγκρίνεται η χορήγηση εισοδηματικής ενίσχυσης για όλες τις ποσότητες καπνού μπερλέυ της σοδειάς 1979.: [966, 1708, 1150, 1757]
- binding-gutter: [0, 0, 26, 2324]
- story-paragraph: Συγκεκριμένα, καθορίζονται οι τιμές ασφαλείας και ο χρόνος αγοραπωλησιών των καπνών της ποικιλίας μπερλέυ.: [1162, 1307, 1346, 1356]
- column-funerals: [374, 16, 563, 2308]
- subhead-art: Η τέχνη: [73, 1888, 125, 1902]
- column-radio-tv: [573, 16, 757, 2308]
